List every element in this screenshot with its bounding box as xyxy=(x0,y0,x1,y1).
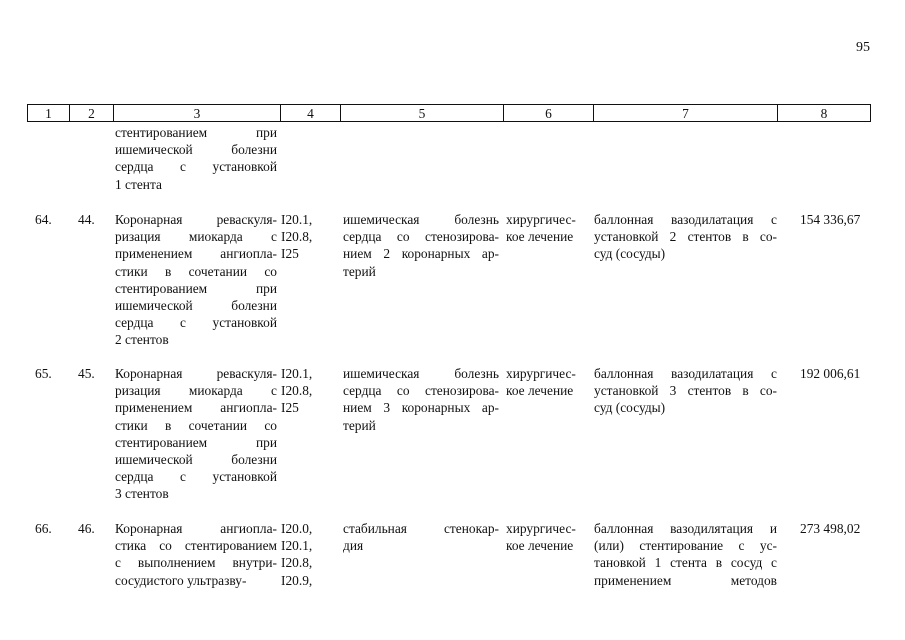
text-line: применением ангиопла- xyxy=(115,400,277,416)
text-line: баллонная вазодилатация с xyxy=(594,366,777,381)
cost-cell: 273 498,02 xyxy=(800,521,861,536)
icd-code: I20.1, xyxy=(281,366,313,381)
text-line: ризация миокарда с xyxy=(115,383,277,399)
header-col-3: 3 xyxy=(114,105,281,122)
patient-model-cell xyxy=(343,365,499,434)
icd-code: I20.0, xyxy=(281,521,313,536)
text-line: кое лечение xyxy=(506,538,574,554)
text-line: стабильная стенокар- xyxy=(343,521,499,536)
row-subnumber: 46. xyxy=(78,521,95,536)
row-subnumber: 44. xyxy=(78,212,95,227)
icd-code: I20.9, xyxy=(281,572,313,588)
patient-model-cell xyxy=(343,211,499,280)
icd-codes-cell xyxy=(281,520,312,589)
text-line: стики в сочетании со xyxy=(115,417,277,433)
text-line: применением ангиопла- xyxy=(115,246,277,262)
text-line: 1 стента xyxy=(115,176,162,192)
icd-code: I25 xyxy=(281,246,299,262)
text-line: применением методов xyxy=(594,572,777,588)
header-col-7: 7 xyxy=(594,105,778,122)
text-line: Коронарная ангиопла- xyxy=(115,521,277,536)
header-col-6: 6 xyxy=(504,105,594,122)
page-number: 95 xyxy=(856,40,870,55)
header-col-8: 8 xyxy=(778,105,871,122)
text-line: терий xyxy=(343,263,376,279)
icd-codes-cell xyxy=(281,365,312,417)
header-col-4: 4 xyxy=(281,105,341,122)
icd-codes-cell xyxy=(281,211,312,263)
text-line: кое лечение xyxy=(506,229,574,245)
header-col-1: 1 xyxy=(28,105,70,122)
method-cell xyxy=(594,365,777,417)
text-line: (или) стентирование с ус- xyxy=(594,538,777,554)
text-line: хирургичес- xyxy=(506,521,576,536)
text-line: сосудистого ультразву- xyxy=(115,572,247,588)
text-line: 2 стентов xyxy=(115,332,169,348)
icd-code: I20.8, xyxy=(281,555,313,571)
text-line: тановкой 1 стента в сосуд с xyxy=(594,555,777,571)
name-cell xyxy=(115,365,277,503)
text-line: сердца с установкой xyxy=(115,315,277,331)
row-number: 65. xyxy=(35,366,52,381)
header-col-2: 2 xyxy=(70,105,114,122)
text-line: хирургичес- xyxy=(506,212,576,227)
text-line: хирургичес- xyxy=(506,366,576,381)
text-line: ризация миокарда с xyxy=(115,229,277,245)
icd-code: I25 xyxy=(281,400,299,416)
text-line: стентированием при xyxy=(115,434,277,450)
text-line: 3 стентов xyxy=(115,486,169,502)
column-number-header xyxy=(27,104,871,122)
patient-model-cell xyxy=(343,520,499,554)
text-line: стика со стентированием xyxy=(115,538,277,554)
text-line: стики в сочетании со xyxy=(115,263,277,279)
icd-code: I20.8, xyxy=(281,383,313,399)
text-line: сердца с установкой xyxy=(115,159,277,175)
text-line: ишемической болезни xyxy=(115,298,277,314)
icd-code: I20.8, xyxy=(281,229,313,245)
text-line: кое лечение xyxy=(506,383,574,399)
text-line: суд (сосуды) xyxy=(594,400,666,416)
text-line: Коронарная реваскуля- xyxy=(115,366,277,381)
text-line: баллонная вазодилатация с xyxy=(594,212,777,227)
text-line: нием 2 коронарных ар- xyxy=(343,246,499,262)
text-line: стентированием при xyxy=(115,125,277,140)
method-cell xyxy=(594,520,777,589)
text-line: стентированием при xyxy=(115,280,277,296)
text-line: ишемическая болезнь xyxy=(343,212,499,227)
name-cell xyxy=(115,124,277,193)
name-cell xyxy=(115,520,277,589)
method-cell xyxy=(594,211,777,263)
text-line: сердца со стенозирова- xyxy=(343,229,499,245)
text-line: сердца с установкой xyxy=(115,469,277,485)
text-line: суд (сосуды) xyxy=(594,246,666,262)
row-number: 64. xyxy=(35,212,52,227)
text-line: ишемической болезни xyxy=(115,142,277,158)
text-line: установкой 2 стентов в со- xyxy=(594,229,777,245)
cost-cell: 154 336,67 xyxy=(800,212,861,227)
treatment-type-cell xyxy=(506,365,588,399)
text-line: установкой 3 стентов в со- xyxy=(594,383,777,399)
text-line: ишемической болезни xyxy=(115,452,277,468)
header-col-5: 5 xyxy=(341,105,504,122)
name-cell xyxy=(115,211,277,349)
text-line: ишемическая болезнь xyxy=(343,366,499,381)
icd-code: I20.1, xyxy=(281,212,313,227)
cost-cell: 192 006,61 xyxy=(800,366,861,381)
text-line: Коронарная реваскуля- xyxy=(115,212,277,227)
text-line: с выполнением внутри- xyxy=(115,555,277,571)
row-number: 66. xyxy=(35,521,52,536)
text-line: дия xyxy=(343,538,364,554)
text-line: баллонная вазодилятация и xyxy=(594,521,777,536)
icd-code: I20.1, xyxy=(281,538,313,554)
text-line: сердца со стенозирова- xyxy=(343,383,499,399)
treatment-type-cell xyxy=(506,520,588,554)
row-subnumber: 45. xyxy=(78,366,95,381)
text-line: терий xyxy=(343,417,376,433)
text-line: нием 3 коронарных ар- xyxy=(343,400,499,416)
treatment-type-cell xyxy=(506,211,588,245)
